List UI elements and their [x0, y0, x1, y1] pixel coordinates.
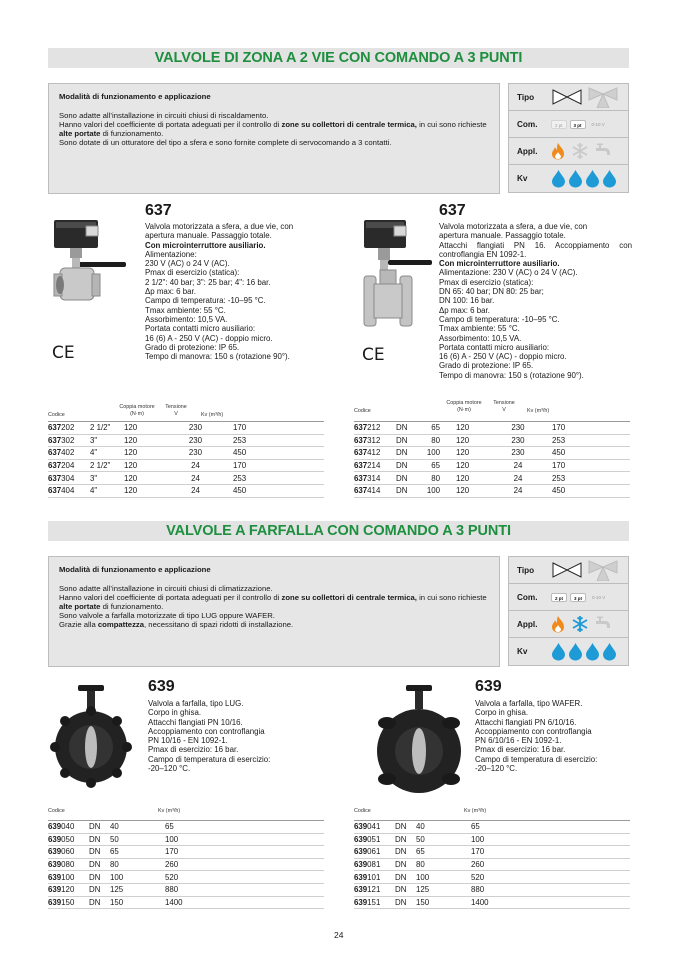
col-header-coppia: Coppia motore (N·m) [119, 404, 155, 417]
table-row: 639061 DN 65 170 [354, 846, 630, 859]
snowflake-icon [571, 615, 589, 633]
table-row: 639101 DN 100 520 [354, 871, 630, 884]
drop-icon [585, 169, 600, 188]
drop-icon [602, 169, 617, 188]
table-row: 637404 4" 120 24 450 [48, 484, 324, 497]
table-row: 637212 DN 65 120 230 170 [354, 422, 630, 435]
table-row: 639100 DN 100 520 [48, 871, 324, 884]
symbol-table-2 [508, 556, 629, 666]
table-row: 639041 DN 40 65 [354, 821, 630, 834]
snowflake-icon [571, 142, 589, 160]
symbol-row-com: Com. 2 pt 3 pt 0-10 V [509, 584, 628, 611]
product-code-639: 639 [475, 678, 502, 695]
table-row: 639121 DN 125 880 [354, 883, 630, 896]
drop-icon [568, 169, 583, 188]
table-row: 639120 DN 125 880 [48, 883, 324, 896]
section-title-zone-valves: VALVOLE DI ZONA A 2 VIE CON COMANDO A 3 PUNTI [48, 48, 629, 68]
product-code-637: 637 [145, 202, 172, 219]
butterfly-valve-wafer-image [372, 683, 468, 799]
info-text: Sono adatte all’installazione in circuiti chiusi di climatizzazione. [59, 584, 273, 593]
pill-0-10v: 0-10 V [591, 121, 605, 127]
info-text: Sono dotate di un otturatore del tipo a sfera e sono fornite complete di servocomando a 3 contatti. [59, 138, 392, 147]
table-row: 639080 DN 80 260 [48, 858, 324, 871]
ball-valve-flanged-image [356, 216, 436, 328]
product-description-637-flanged: Valvola motorizzata a sfera, a due vie, con apertura manuale. Passaggio totale. Attacchi flangiati PN 16. Accoppiamento con controflangia EN 1092-1. Con microinterruttore ausiliario. Alimentazione: 230 V (AC) o 24 V (AC). Pmax di esercizio (statica): DN 65: 40 bar; DN 80: 25 bar; DN 100: 16 bar. Δp max: 6 bar. Campo di temperatura: -10–95 °C. Tmax ambiente: 55 °C. Assorbimento: 10,5 VA. Portata contatti micro ausiliario: 16 (6) A - 250 V (AC) - doppio micro. Grado di protezione: IP 65. Tempo di manovra: 150 s (rotazione 90°). [439, 222, 632, 380]
ce-mark: CE [52, 343, 75, 363]
table-row: 637304 3" 120 24 253 [48, 472, 324, 485]
product-code-639: 639 [148, 678, 175, 695]
product-description-637-threaded: Valvola motorizzata a sfera, a due vie, con apertura manuale. Passaggio totale. Con microinterruttore ausiliario. Alimentazione: 230 V (AC) o 24 V (AC). Pmax di esercizio (statica): 2 1/2": 40 bar; 3": 25 bar; 4": 16 bar. Δp max: 6 bar. Campo di temperatura: -10–95 °C. Tmax ambiente: 55 °C. Assorbimento: 10,5 VA. Portata contatti micro ausiliario: 16 (6) A - 250 V (AC) - doppio micro. Grado di protezione: IP 65. Tempo di manovra: 150 s (rotazione 90°). [145, 222, 294, 362]
col-header-codice: Codice [48, 412, 65, 418]
tap-icon [595, 143, 613, 159]
col-header-codice: Codice [354, 808, 371, 814]
col-header-coppia: Coppia motore (N·m) [446, 400, 482, 413]
col-header-codice: Codice [48, 808, 65, 814]
drop-icon [568, 642, 583, 661]
table-row: 639051 DN 50 100 [354, 833, 630, 846]
table-row: 637202 2 1/2" 120 230 170 [48, 422, 324, 435]
table-row: 637214 DN 65 120 24 170 [354, 459, 630, 472]
pill-2pt: 2 pt [551, 593, 567, 602]
pill-0-10v: 0-10 V [592, 594, 606, 600]
three-way-valve-icon [587, 86, 619, 108]
product-description-639-wafer: Valvola a farfalla, tipo WAFER. Corpo in ghisa. Attacchi flangiati PN 6/10/16. Accoppiamento con controflangia PN 6/10/16 - EN 1092-1. Pmax di esercizio: 16 bar. Campo di temperatura di esercizio: -20–120 °C. [475, 699, 598, 774]
drop-icon [602, 642, 617, 661]
symbol-table-1 [508, 83, 629, 193]
table-row: 637314 DN 80 120 24 253 [354, 472, 630, 485]
table-639-lug [48, 820, 324, 909]
symbol-row-tipo: Tipo [509, 557, 628, 584]
symbol-row-appl: Appl. [509, 611, 628, 638]
section-title-butterfly-valves: VALVOLE A FARFALLA CON COMANDO A 3 PUNTI [48, 521, 629, 541]
col-header-kv: Kv (m³/h) [158, 808, 181, 814]
table-row: 637312 DN 80 120 230 253 [354, 434, 630, 447]
pill-2pt: 2 pt [551, 120, 567, 129]
drop-icon [551, 642, 566, 661]
drop-icon [585, 642, 600, 661]
table-row: 637302 3" 120 230 253 [48, 434, 324, 447]
ball-valve-threaded-image [48, 216, 133, 312]
table-row: 637414 DN 100 120 24 450 [354, 484, 630, 497]
table-637-flanged [354, 421, 630, 498]
table-row: 639151 DN 150 1400 [354, 896, 630, 909]
table-639-wafer [354, 820, 630, 909]
table-row: 639060 DN 65 170 [48, 846, 324, 859]
col-header-codice: Codice [354, 408, 371, 414]
table-row: 639050 DN 50 100 [48, 833, 324, 846]
col-header-kv: Kv (m³/h) [464, 808, 487, 814]
info-text: Sono valvole a farfalla motorizzate di tipo LUG oppure WAFER. [59, 611, 275, 620]
info-heading: Modalità di funzionamento e applicazione [59, 565, 211, 574]
table-row: 637204 2 1/2" 120 24 170 [48, 459, 324, 472]
col-header-kv: Kv (m³/h) [201, 412, 224, 418]
symbol-row-com: Com. 2 pt 3 pt 0-10 V [509, 111, 628, 138]
ce-mark: CE [362, 345, 385, 365]
col-header-tensione: Tensione V [493, 400, 515, 413]
table-row: 639150 DN 150 1400 [48, 896, 324, 909]
symbol-row-appl: Appl. [509, 138, 628, 165]
info-text: Sono adatte all’installazione in circuiti chiusi di riscaldamento. [59, 111, 269, 120]
pill-3pt: 3 pt [570, 120, 586, 129]
info-box-butterfly-valves [48, 556, 500, 667]
three-way-valve-icon [587, 559, 619, 581]
pill-3pt: 3 pt [570, 593, 586, 602]
info-box-zone-valves [48, 83, 500, 194]
info-text: Hanno valori del coefficiente di portata adeguati per il controllo di zone su collettori di centrale termica, in cui sono richieste alte portate di funzionamento. [59, 120, 487, 138]
table-row: 637402 4" 120 230 450 [48, 447, 324, 460]
two-way-valve-icon [551, 561, 583, 579]
symbol-row-kv: Kv [509, 165, 628, 192]
butterfly-valve-lug-image [50, 683, 132, 793]
table-637-threaded [48, 421, 324, 498]
table-row: 639040 DN 40 65 [48, 821, 324, 834]
product-code-637: 637 [439, 202, 466, 219]
page-number: 24 [334, 930, 344, 940]
tap-icon [595, 616, 613, 632]
table-row: 639081 DN 80 260 [354, 858, 630, 871]
drop-icon [551, 169, 566, 188]
flame-icon [551, 615, 565, 633]
symbol-row-tipo: Tipo [509, 84, 628, 111]
table-row: 637412 DN 100 120 230 450 [354, 447, 630, 460]
col-header-kv: Kv (m³/h) [527, 408, 550, 414]
info-text: Grazie alla compattezza, necessitano di spazi ridotti di installazione. [59, 620, 294, 629]
two-way-valve-icon [551, 88, 583, 106]
info-heading: Modalità di funzionamento e applicazione [59, 92, 211, 101]
symbol-row-kv: Kv [509, 638, 628, 665]
info-text: Hanno valori del coefficiente di portata adeguati per il controllo di zone su collettori di centrale termica, in cui sono richieste alte portate di funzionamento. [59, 593, 487, 611]
flame-icon [551, 142, 565, 160]
col-header-tensione: Tensione V [165, 404, 187, 417]
product-description-639-lug: Valvola a farfalla, tipo LUG. Corpo in ghisa. Attacchi flangiati PN 10/16. Accoppiamento con controflangia PN 10/16 - EN 1092-1. Pmax di esercizio: 16 bar. Campo di temperatura di esercizio: -20–120 °C. [148, 699, 271, 774]
